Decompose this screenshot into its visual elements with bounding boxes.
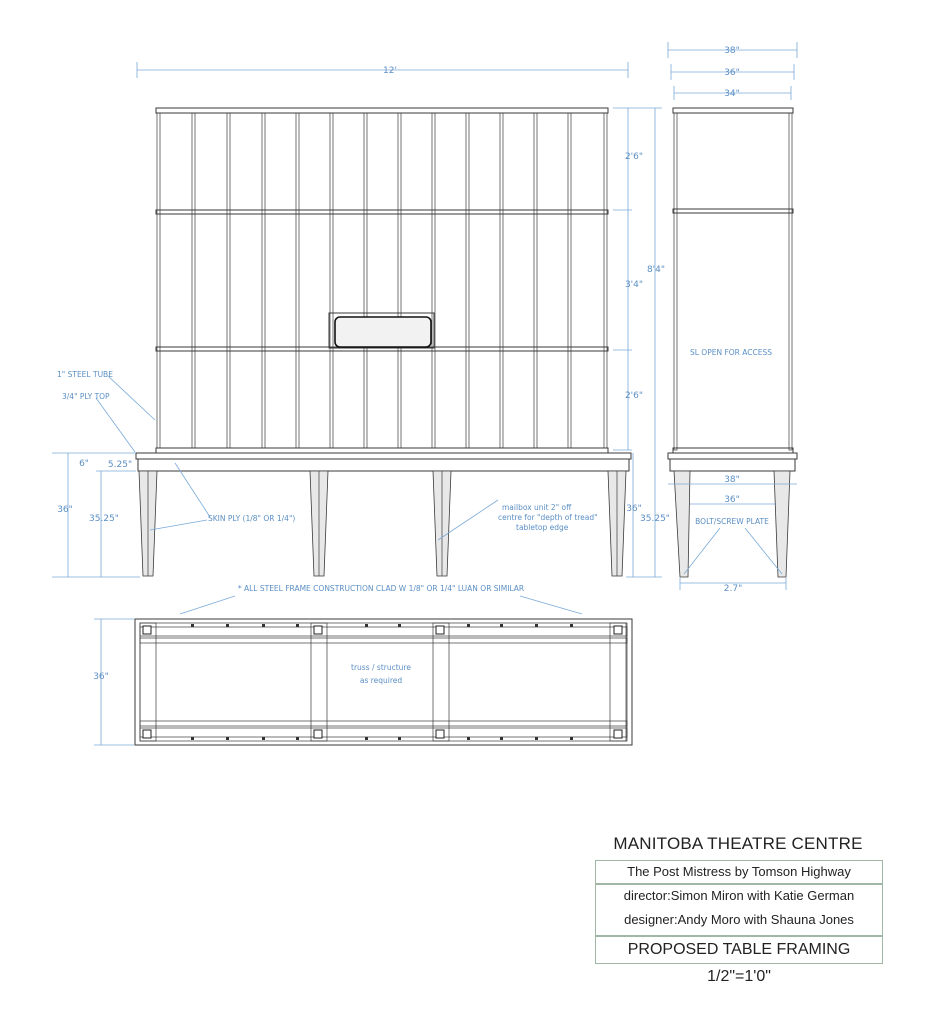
dim-overall-height: 8'4"	[646, 265, 666, 275]
dim-tier-1: 2'6"	[624, 152, 644, 162]
dim-side-27: 2.7"	[723, 584, 743, 594]
note-bolt-plate: BOLT/SCREW PLATE	[695, 517, 769, 526]
note-steel-frame: * ALL STEEL FRAME CONSTRUCTION CLAD W 1/8" OR 1/4" LUAN OR SIMILAR	[237, 584, 525, 593]
note-skin-ply: SKIN PLY (1/8" OR 1/4")	[208, 514, 296, 523]
dim-side-38-top: 38"	[724, 46, 740, 56]
title-block-sheet-title: PROPOSED TABLE FRAMING	[595, 936, 883, 964]
dim-left-36: 36"	[57, 505, 73, 515]
note-ply-top: 3/4" PLY TOP	[62, 392, 110, 401]
side-elevation	[668, 42, 797, 594]
note-sl-open: SL OPEN FOR ACCESS	[689, 348, 773, 357]
dim-left-3525: 35.25"	[89, 514, 119, 524]
dim-left-6: 6"	[79, 459, 89, 469]
dim-plan-36: 36"	[93, 672, 109, 682]
front-uprights	[157, 113, 607, 448]
dim-right-36: 36"	[626, 504, 642, 514]
note-steel-tube: 1" STEEL TUBE	[57, 370, 113, 379]
title-block-company: MANITOBA THEATRE CENTRE	[613, 834, 863, 853]
dim-side-36-top: 36"	[724, 68, 740, 78]
dim-right-3525: 35.25"	[640, 514, 670, 524]
note-mailbox-1: mailbox unit 2" off	[502, 503, 572, 512]
note-truss-1: truss / structure	[351, 663, 411, 672]
dim-overall-width: 12'	[383, 66, 397, 76]
dim-side-38-bottom: 38"	[724, 475, 740, 485]
title-block-production: The Post Mistress by Tomson Highway	[595, 860, 883, 884]
dim-tier-3: 2'6"	[624, 391, 644, 401]
mailbox-slot	[335, 317, 431, 347]
plan-view	[93, 584, 632, 745]
dim-tier-2: 3'4"	[624, 280, 644, 290]
dim-left-525: 5.25"	[107, 460, 133, 470]
front-elevation	[52, 62, 670, 577]
note-truss-2: as required	[359, 676, 403, 685]
title-block-director: director:Simon Miron with Katie German	[623, 888, 855, 903]
note-mailbox-2: centre for "depth of tread"	[498, 513, 598, 522]
dim-side-34-top: 34"	[724, 89, 740, 99]
note-mailbox-3: tabletop edge	[516, 523, 569, 532]
title-block-credits	[595, 884, 883, 936]
dim-side-36-bottom: 36"	[724, 495, 740, 505]
title-block-scale: 1/2"=1'0"	[707, 968, 771, 985]
title-block-designer: designer:Andy Moro with Shauna Jones	[624, 912, 854, 927]
